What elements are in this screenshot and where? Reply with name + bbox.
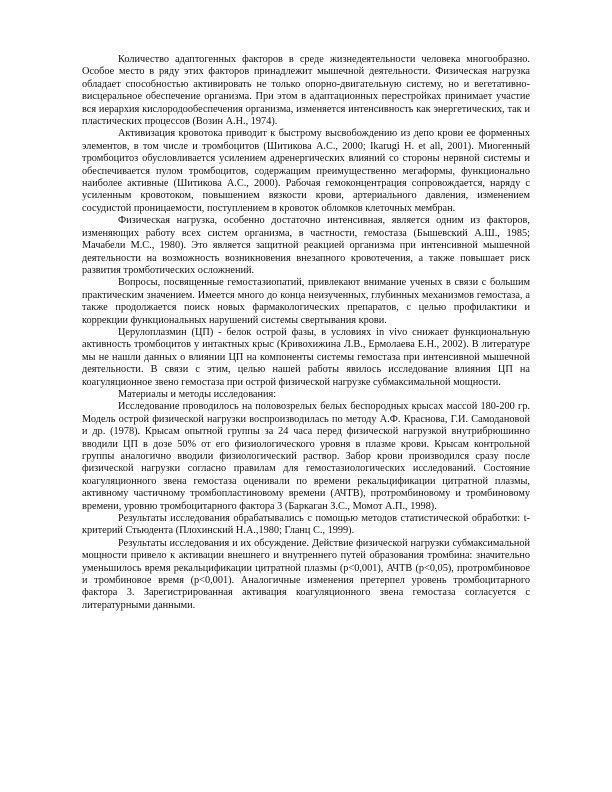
paragraph-study-design: Исследование проводилось на половозрелых белых беспородных крысах массой 180-200 гр. Модель острой физической нагрузки воспроизводилась по методу А.Ф. Краснова, Г.И. Самодановой и др. (1978). Крысам опытной группы за 24 часа перед физической нагрузкой внутрибрюшинно вводили ЦП в дозе 50% от его физиологического уровня в плазме крови. Крысам контрольной группы аналогично вводили физиологический раствор. Забор крови производился сразу после физической нагрузки согласно правилам для гемостазиологических исследований. Состояние коагуляционного звена гемостаза оценивали по времени рекальцификации цитратной плазмы, активному частичному тромбопластиновому времени (АЧТВ), протромбиновому и тромбиновому времени, уровню тромбоцитарного фактора 3 (Баркаган З.С., Момот А.П., 1998).: [82, 401, 530, 512]
methods-heading: Материалы и методы исследования:: [118, 388, 277, 400]
paragraph-blood-flow-activation: Активизация кровотока приводит к быстрому высвобождению из депо крови ее форменных элементов, в том числе и тромбоцитов (Шитикова А.С., 2000; Ikarugi H. et all, 2001). Миогенный тромбоцитоз обусловливается усилением адренергических влияний со стороны нервной системы и обеспечивается пулом тромбоцитов, содержащим преимущественно мегаформы, функционально наиболее активные (Шитикова А.С., 2000). Рабочая гемоконцентрация сопровождается, наряду с усиленным кровотоком, повышением вязкости крови, артериального давления, изменением сосудистой проницаемости, поступлением в кровоток обломков клеточных мембран.: [82, 128, 530, 214]
paragraph-physical-load: Физическая нагрузка, особенно достаточно интенсивная, является одним из факторов, изменяющих работу всех систем организма, в частности, гемостаза (Бышевский А.Ш., 1985; Мачабели М.С., 1980). Это является защитной реакцией организма при интенсивной мышечной деятельности на возможность возникновения внезапного кровотечения, а также повышает риск развития тромботических осложнений.: [82, 215, 530, 276]
paragraph-ceruloplasmin: Церулоплазмин (ЦП) - белок острой фазы, в условиях in vivo снижает функциональную активность тромбоцитов у интактных крыс (Кривохижина Л.В., Ермолаева Е.Н., 2002). В литературе мы не нашли данных о влиянии ЦП на компоненты системы гемостаза при интенсивной мышечной деятельности. В связи с этим, целью нашей работы явилось исследование влияния ЦП на коагуляционное звено гемостаза при острой физической нагрузке субмаксимальной мощности.: [82, 326, 530, 388]
paragraph-statistics: Результаты исследования обрабатывались с помощью методов статистической обработки: t-критерий Стьюдента (Плохинский Н.А.,1980; Гланц С., 1999).: [82, 513, 530, 537]
document-page: [82, 54, 530, 612]
paragraph-results: Результаты исследования и их обсуждение. Действие физической нагрузки субмаксимальной мощности привело к активации внешнего и внутреннего путей образования тромбина: значительно уменьшилось время рекальцификации цитратной плазмы (p<0,001), АЧТВ (p<0,05), протромбиновое и тромбиновое время (p<0,001). Аналогичные изменения претерпел уровень тромбоцитарного фактора 3. Зарегистрированная активация коагуляционного звена гемостаза согласуется с литературными данными.: [82, 537, 530, 611]
paragraph-adaptogenic-factors: Количество адаптогенных факторов в среде жизнедеятельности человека многообразно. Особое место в ряду этих факторов принадлежит мышечной деятельности. Физическая нагрузка обладает способностью активировать не только опорно-двигательную систему, но и вегетативно-висцеральное обеспечение организма. При этом в адаптационных перестройках принимает участие вся иерархия кислородообеспечения организма, изменяется интенсивность как энергетических, так и пластических процессов (Возин А.Н., 1974).: [82, 54, 530, 128]
paragraph-hemostasiopathy-questions: Вопросы, посвященные гемостазиопатий, привлекают внимание ученых в связи с большим практическим значением. Имеется много до конца неизученных, глубинных механизмов гемостаза, а также продолжается поиск новых фармакологических препаратов, с целью профилактики и коррекции функциональных нарушений системы свертывания крови.: [82, 277, 530, 326]
